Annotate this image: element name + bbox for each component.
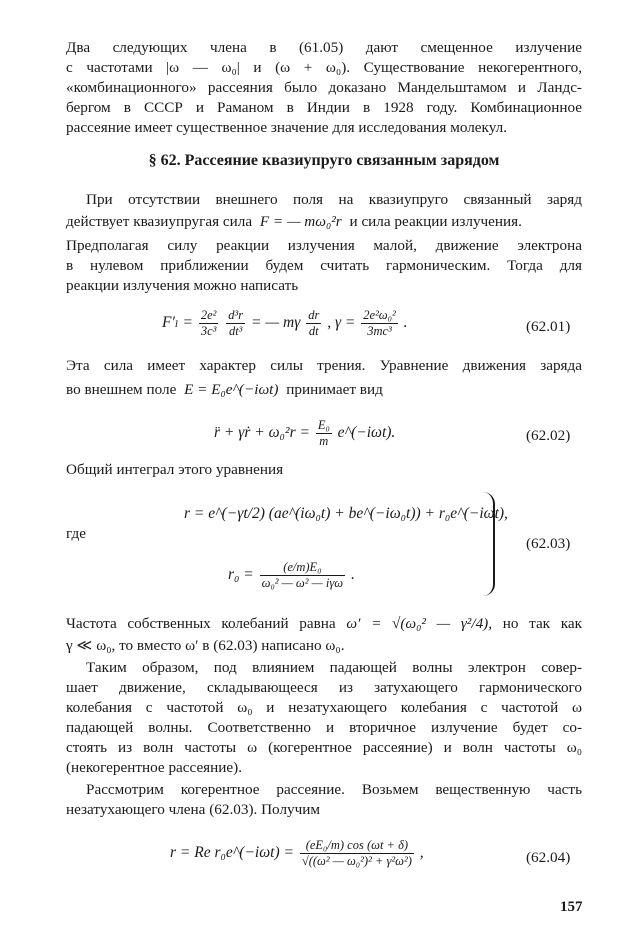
text-fragment: во внешнем поле xyxy=(66,381,177,398)
text-line: (некогерентное рассеяние). xyxy=(66,759,243,776)
text-fragment: принимает вид xyxy=(286,381,383,398)
inline-formula: E = E₀e^(−iωt) xyxy=(184,381,279,398)
text-line: Таким образом, под влиянием падающей волны электрон совер- xyxy=(86,659,582,676)
text-line: Общий интеграл этого уравнения xyxy=(66,461,284,478)
text-fragment: действует квазиупругая сила xyxy=(66,213,253,230)
eq-fraction: $\frac{\text{2e²}}{\text{3c³}}$ xyxy=(200,308,217,338)
text-line: стоять из волн частоты ω (когерентное рассеяние) и волн частоты ω₀ xyxy=(66,739,582,756)
text-line: с частотами |ω — ω₀| и (ω + ω₀). Существование некогерентного, xyxy=(66,59,582,76)
eq-end: , xyxy=(419,844,424,862)
equation-number: (62.01) xyxy=(526,318,571,335)
page-number: 157 xyxy=(560,899,583,915)
eq-fraction: $\frac{\text{2e²ω₀²}}{\text{3mc³}}$ xyxy=(363,308,396,338)
equation-62-03-line1: r = e^(−γt/2) (ae^(iω₀t) + be^(−iω₀t)) + r₀e^(−iωt), xyxy=(184,505,508,522)
text-line: шает движение, складывающееся из затухающего гармонического xyxy=(66,679,582,696)
text-fragment: но так как xyxy=(502,615,583,632)
where-word: где xyxy=(66,525,86,542)
text-line: Два следующих члена в (61.05) дают смещенное излучение xyxy=(66,39,582,56)
eq-gamma: , γ = xyxy=(327,314,356,332)
text-line-with-formula xyxy=(66,380,582,400)
text-line: рассеяние имеет существенное значение для исследования молекул. xyxy=(66,119,508,136)
text-line: в нулевом приближении будем считать гармоническим. Тогда для xyxy=(66,257,582,274)
text-line: Предполагая силу реакции излучения малой, движение электрона xyxy=(66,237,582,254)
eq-lhs: F′ₗ = xyxy=(162,314,193,332)
inline-formula: F = — mω₀²r xyxy=(259,213,342,230)
text-fragment: и сила реакции излучения. xyxy=(349,213,522,230)
equation-62-03-line2 xyxy=(228,560,355,591)
text-line-with-formula xyxy=(66,212,582,232)
eq-end: . xyxy=(350,566,355,584)
text-line-with-formula xyxy=(66,614,582,634)
text-line: падающей волны. Соответственно и вторичное излучение будет со- xyxy=(66,719,582,736)
inline-formula: ω′ = √(ω₀² — γ²/4), xyxy=(346,615,493,632)
equation-62-02 xyxy=(214,418,395,449)
text-line: бергом в СССР и Раманом в Индии в 1928 году. Комбинационное xyxy=(66,99,582,116)
text-line: колебания с частотой ω₀ и незатухающего колебания с частотой ω xyxy=(66,699,582,716)
eq-fraction: $\frac{\text{d³r}}{\text{dt³}}$ xyxy=(228,308,244,338)
text-line: реакции излучения можно написать xyxy=(66,277,299,294)
text-line: «комбинационного» рассеяния было доказано Мандельштамом и Ландс- xyxy=(66,79,582,96)
text-line: незатухающего члена (62.03). Получим xyxy=(66,801,321,818)
eq-rhs: e^(−iωt). xyxy=(337,424,396,442)
eq-fraction: $\frac{\text{(e/m)E₀}}{\text{ω₀² — ω² — iγω}}$ xyxy=(261,560,344,590)
text-line: Рассмотрим когерентное рассеяние. Возьмем вещественную часть xyxy=(86,781,582,798)
eq-end: . xyxy=(403,314,408,332)
text-line: При отсутствии внешнего поля на квазиупруго связанный заряд xyxy=(86,191,582,208)
section-heading: § 62. Рассеяние квазиупруго связанным зарядом xyxy=(148,152,500,169)
equation-number: (62.04) xyxy=(526,849,571,866)
right-brace xyxy=(479,492,495,596)
eq-middle: = — mγ xyxy=(251,314,301,332)
eq-fraction: $\frac{\text{(eE₀/m) cos (ωt + δ)}}{\text{√((ω² — ω₀²)² + γ²ω²)}}$ xyxy=(301,838,412,868)
eq-lhs: r = Re r₀e^(−iωt) = xyxy=(170,844,294,862)
eq-fraction: $\frac{dr}{dt}$ xyxy=(308,308,320,338)
eq-lhs: r̈ + γṙ + ω₀²r = xyxy=(214,424,310,442)
text-line: γ ≪ ω₀, то вместо ω′ в (62.03) написано ω₀. xyxy=(66,637,345,654)
text-line: Эта сила имеет характер силы трения. Уравнение движения заряда xyxy=(66,357,582,374)
eq-fraction: $\frac{\text{E₀}}{m}$ xyxy=(317,418,330,448)
equation-62-04 xyxy=(170,838,424,869)
equation-number: (62.03) xyxy=(526,535,571,552)
equation-number: (62.02) xyxy=(526,427,571,444)
eq-lhs: r₀ = xyxy=(228,566,254,584)
equation-62-01 xyxy=(162,308,407,339)
text-fragment: Частота собственных колебаний равна xyxy=(66,615,336,632)
